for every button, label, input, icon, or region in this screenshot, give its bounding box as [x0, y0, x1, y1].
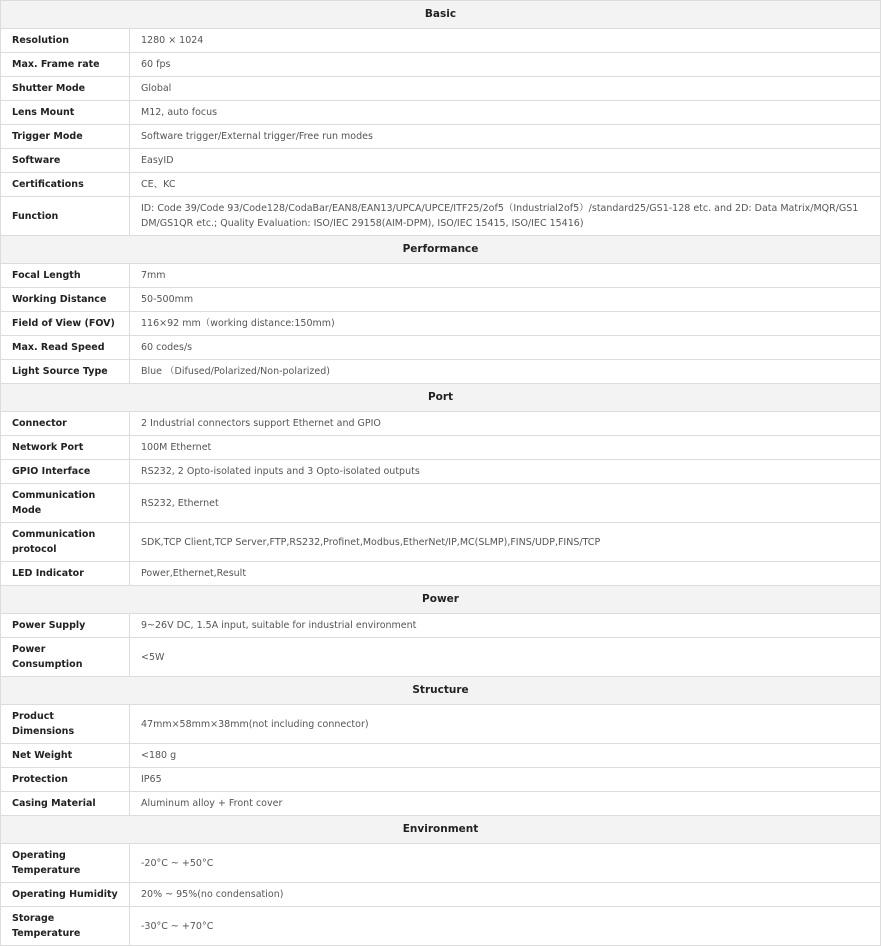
spec-label: Focal Length [1, 264, 130, 288]
spec-value: 116×92 mm（working distance:150mm) [130, 312, 881, 336]
spec-value: Global [130, 77, 881, 101]
spec-label: Max. Frame rate [1, 53, 130, 77]
spec-value: 1280 × 1024 [130, 29, 881, 53]
table-row [1, 614, 881, 638]
spec-label: Software [1, 149, 130, 173]
spec-label: Resolution [1, 29, 130, 53]
spec-value: RS232, 2 Opto-isolated inputs and 3 Opto-isolated outputs [130, 460, 881, 484]
spec-label: Product Dimensions [1, 705, 130, 744]
section-header-row [1, 586, 881, 614]
section-header-row [1, 816, 881, 844]
spec-value: <180 g [130, 744, 881, 768]
spec-label: Power Supply [1, 614, 130, 638]
table-row [1, 336, 881, 360]
spec-label: Network Port [1, 436, 130, 460]
table-row [1, 883, 881, 907]
spec-label: Trigger Mode [1, 125, 130, 149]
spec-value: EasyID [130, 149, 881, 173]
spec-label: Communication Mode [1, 484, 130, 523]
spec-label: Working Distance [1, 288, 130, 312]
table-row [1, 705, 881, 744]
table-row [1, 360, 881, 384]
spec-label: Operating Temperature [1, 844, 130, 883]
spec-table-body [1, 1, 881, 946]
section-title: Environment [1, 816, 881, 844]
spec-label: Power Consumption [1, 638, 130, 677]
spec-label: Net Weight [1, 744, 130, 768]
spec-value: RS232, Ethernet [130, 484, 881, 523]
section-header-row [1, 384, 881, 412]
spec-label: Casing Material [1, 792, 130, 816]
table-row [1, 460, 881, 484]
spec-label: Connector [1, 412, 130, 436]
spec-label: Shutter Mode [1, 77, 130, 101]
table-row [1, 792, 881, 816]
table-row [1, 412, 881, 436]
spec-label: Light Source Type [1, 360, 130, 384]
spec-label: GPIO Interface [1, 460, 130, 484]
spec-value: Power,Ethernet,Result [130, 562, 881, 586]
table-row [1, 523, 881, 562]
table-row [1, 29, 881, 53]
spec-value: ID: Code 39/Code 93/Code128/CodaBar/EAN8/EAN13/UPCA/UPCE/ITF25/2of5（Industrial2of5）/standard25/GS1-128 etc. and 2D: Data Matrix/MQR/GS1 DM/GS1QR etc.; Quality Evaluation: ISO/IEC 29158(AIM-DPM), ISO/IEC 15415, ISO/IEC 15416) [130, 197, 881, 236]
spec-label: Protection [1, 768, 130, 792]
table-row [1, 288, 881, 312]
table-row [1, 562, 881, 586]
section-title: Port [1, 384, 881, 412]
spec-label: Function [1, 197, 130, 236]
spec-value: Aluminum alloy + Front cover [130, 792, 881, 816]
spec-value: -30°C ~ +70°C [130, 907, 881, 946]
spec-label: LED Indicator [1, 562, 130, 586]
spec-value: 2 Industrial connectors support Ethernet and GPIO [130, 412, 881, 436]
table-row [1, 844, 881, 883]
spec-value: 7mm [130, 264, 881, 288]
spec-value: 60 codes/s [130, 336, 881, 360]
spec-value: M12, auto focus [130, 101, 881, 125]
table-row [1, 173, 881, 197]
table-row [1, 436, 881, 460]
spec-value: IP65 [130, 768, 881, 792]
table-row [1, 768, 881, 792]
table-row [1, 484, 881, 523]
section-title: Structure [1, 677, 881, 705]
table-row [1, 907, 881, 946]
spec-label: Max. Read Speed [1, 336, 130, 360]
section-title: Basic [1, 1, 881, 29]
spec-value: 60 fps [130, 53, 881, 77]
section-title: Power [1, 586, 881, 614]
spec-value: SDK,TCP Client,TCP Server,FTP,RS232,Profinet,Modbus,EtherNet/IP,MC(SLMP),FINS/UDP,FINS/TCP [130, 523, 881, 562]
spec-value: 50-500mm [130, 288, 881, 312]
spec-value: 20% ~ 95%(no condensation) [130, 883, 881, 907]
spec-label: Operating Humidity [1, 883, 130, 907]
section-header-row [1, 236, 881, 264]
table-row [1, 53, 881, 77]
table-row [1, 149, 881, 173]
section-header-row [1, 677, 881, 705]
spec-label: Lens Mount [1, 101, 130, 125]
spec-value: <5W [130, 638, 881, 677]
table-row [1, 197, 881, 236]
spec-value: Software trigger/External trigger/Free run modes [130, 125, 881, 149]
table-row [1, 264, 881, 288]
spec-label: Storage Temperature [1, 907, 130, 946]
spec-label: Field of View (FOV) [1, 312, 130, 336]
table-row [1, 125, 881, 149]
table-row [1, 101, 881, 125]
table-row [1, 744, 881, 768]
spec-value: CE、KC [130, 173, 881, 197]
spec-label: Certifications [1, 173, 130, 197]
section-header-row [1, 1, 881, 29]
table-row [1, 638, 881, 677]
table-row [1, 312, 881, 336]
table-row [1, 77, 881, 101]
spec-value: Blue （Difused/Polarized/Non-polarized) [130, 360, 881, 384]
spec-value: 47mm×58mm×38mm(not including connector) [130, 705, 881, 744]
spec-label: Communication protocol [1, 523, 130, 562]
spec-value: 9~26V DC, 1.5A input, suitable for industrial environment [130, 614, 881, 638]
spec-value: 100M Ethernet [130, 436, 881, 460]
spec-value: -20°C ~ +50°C [130, 844, 881, 883]
section-title: Performance [1, 236, 881, 264]
